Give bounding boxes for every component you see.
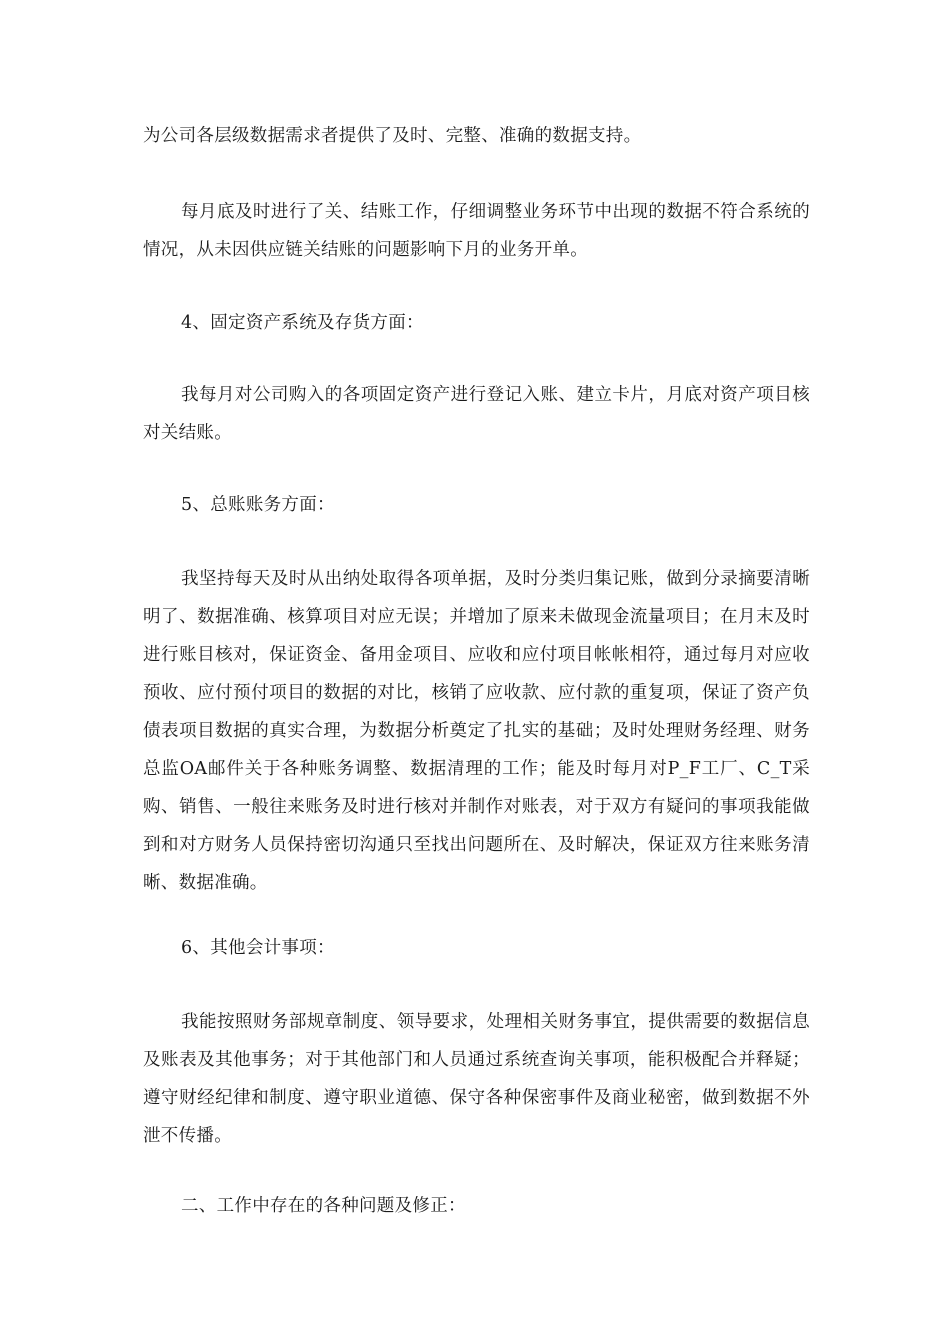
section-heading-fixed-assets: 4、固定资产系统及存货方面： [181, 313, 424, 333]
paragraph-month-end-closing: 每月底及时进行了关、结账工作，仔细调整业务环节中出现的数据不符合系统的情况，从未因供应链关结账的问题影响下月的业务开单。 [143, 202, 810, 260]
section-heading-general-ledger: 5、总账账务方面： [181, 495, 335, 515]
paragraph-data-support: 为公司各层级数据需求者提供了及时、完整、准确的数据支持。 [143, 126, 642, 146]
section-heading-other-matters: 6、其他会计事项： [181, 938, 335, 958]
paragraph-other-matters: 我能按照财务部规章制度、领导要求，处理相关财务事宜，提供需要的数据信息及账表及其他事务；对于其他部门和人员通过系统查询关事项，能积极配合并释疑；遵守财经纪律和制度、遵守职业道德、保守各种保密事件及商业秘密，做到数据不外泄不传播。 [143, 1012, 810, 1146]
paragraph-fixed-assets: 我每月对公司购入的各项固定资产进行登记入账、建立卡片，月底对资产项目核对关结账。 [143, 385, 810, 443]
section-heading-problems: 二、工作中存在的各种问题及修正： [181, 1196, 466, 1216]
paragraph-general-ledger: 我坚持每天及时从出纳处取得各项单据，及时分类归集记账，做到分录摘要清晰明了、数据准确、核算项目对应无误；并增加了原来未做现金流量项目；在月末及时进行账目核对，保证资金、备用金项目、应收和应付项目帐帐相符，通过每月对应收预收、应付预付项目的数据的对比，核销了应收款、应付款的重复项，保证了资产负债表项目数据的真实合理，为数据分析奠定了扎实的基础；及时处理财务经理、财务总监OA邮件关于各种账务调整、数据清理的工作；能及时每月对P_F工厂、C_T采购、销售、一般往来账务及时进行核对并制作对账表，对于双方有疑问的事项我能做到和对方财务人员保持密切沟通只至找出问题所在、及时解决，保证双方往来账务清晰、数据准确。 [143, 569, 810, 893]
